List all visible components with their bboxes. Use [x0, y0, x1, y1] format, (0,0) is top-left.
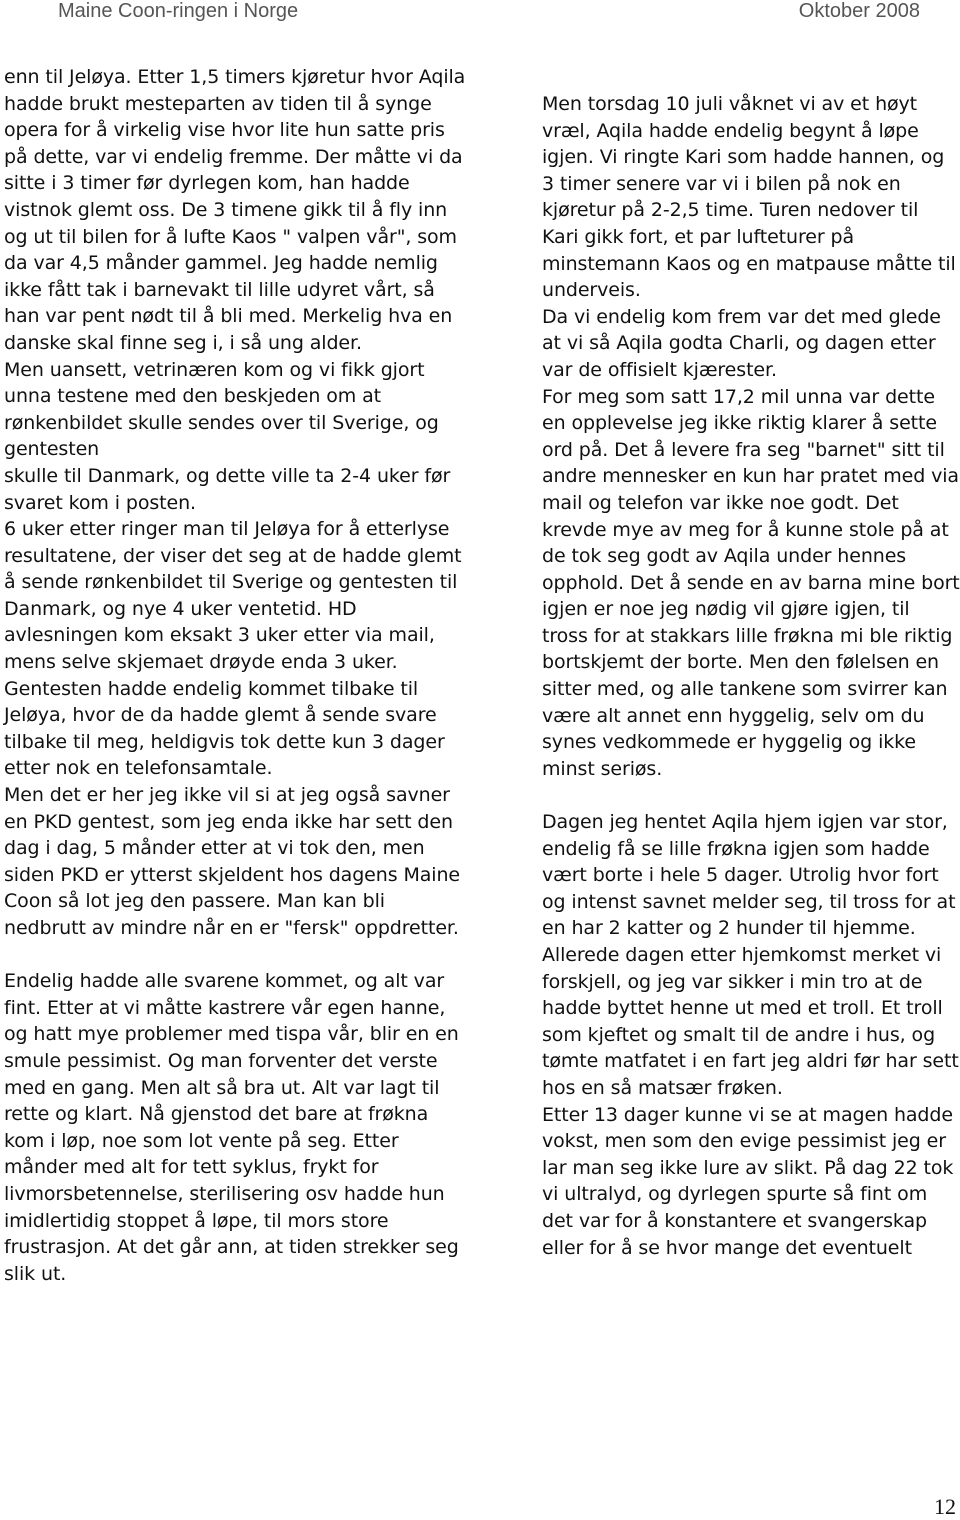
paragraph: enn til Jeløya. Etter 1,5 timers kjøretur hvor Aqila hadde brukt mesteparten av tiden til å synge opera for å virkelig vise hvor lite hun satte pris på dette, var vi endelig fremme. Der måtte vi da sitte i 3 timer før dyrlegen kom, han hadde vistnok glemt oss. De 3 timene gikk til å fly inn og ut til bilen for å lufte Kaos " valpen vår", som da var 4,5 månder gammel. Jeg hadde nemlig ikke fått tak i barnevakt til lille udyret vårt, så han var pent nødt til å bli med. Merkelig hva en danske skal finne seg i, i så ung alder. [4, 66, 466, 354]
page-header [0, 0, 960, 26]
paragraph: For meg som satt 17,2 mil unna var dette en opplevelse jeg ikke riktig klarer å sette ord på. Det å levere fra seg "barnet" sitt til andre mennesker en kun har pratet med via mail og telefon var ikke noe godt. Det krevde mye av meg for å kunne stole på at de tok seg godt av Aqila under hennes opphold. Det å sende en av barna mine bort igjen er noe jeg nødig vil gjøre igjen, til tross for at stakkars lille frøkna mi ble riktig bortskjemt der borte. Men den følelsen en sitter med, og alle tankene som svirrer kan være alt annet enn hyggelig, selv om du synes vedkommede er hyggelig og ikke minst seriøs. [542, 385, 960, 780]
header-title: Maine Coon-ringen i Norge [58, 0, 299, 22]
paragraph: Dagen jeg hentet Aqila hjem igjen var stor, endelig få se lille frøkna igjen som hadde vært borte i hele 5 dager. Utrolig hvor fort og intenst savnet melder seg, til tross for at en har 2 katter og 2 hunder til hjemme. Allerede dagen etter hjemkomst merket vi forskjell, og jeg var sikker i min tro at de hadde byttet henne ut med et troll. Et troll som kjeftet og smalt til de andre i hus, og tømte matfatet i en fart jeg aldri før har sett hos en så matsær frøken. [542, 811, 959, 1099]
paragraph: Da vi endelig kom frem var det med glede at vi så Aqila godta Charli, og dagen etter var de offisielt kjærester. [542, 305, 941, 381]
paragraph: skulle til Danmark, og dette ville ta 2-4 uker før svaret kom i posten. [4, 464, 451, 514]
paragraph: Endelig hadde alle svarene kommet, og alt var fint. Etter at vi måtte kastrere vår egen hanne, og hatt mye problemer med tispa vår, blir en en smule pessimist. Og man forventer det verste med en gang. Men alt så bra ut. Alt var lagt til rette og klart. Nå gjenstod det bare at frøkna kom i løp, noe som lot vente på seg. Etter månder med alt for tett syklus, frykt for livmorsbetennelse, sterilisering osv hadde hun imidlertidig stoppet å løpe, til mors store frustrasjon. At det går ann, at tiden strekker seg slik ut. [4, 970, 459, 1285]
paragraph: Men uansett, vetrinæren kom og vi fikk gjort unna testene med den beskjeden om at rønkenbildet skulle sendes over til Sverige, og gentesten [4, 358, 439, 461]
paragraph: 6 uker etter ringer man til Jeløya for å etterlyse resultatene, der viser det seg at de hadde glemt å sende rønkenbildet til Sverige og gentesten til Danmark, og nye 4 uker ventetid. HD avlesningen kom eksakt 3 uker etter via mail, mens selve skjemaet drøyde enda 3 uker. Gentesten hadde endelig kommet tilbake til Jeløya, hvor de da hadde glemt å sende svare tilbake til meg, heldigvis tok dette kun 3 dager etter nok en telefonsamtale. [4, 518, 462, 780]
header-date: Oktober 2008 [798, 0, 920, 22]
right-text-column [542, 91, 960, 1261]
paragraph: Men torsdag 10 juli våknet vi av et høyt vræl, Aqila hadde endelig begynt å løpe igjen. Vi ringte Kari som hadde hannen, og 3 timer senere var vi i bilen på nok en kjøretur på 2-2,5 time. Turen nedover til Kari gikk fort, et par lufteturer på minstemann Kaos og en matpause måtte til underveis. [542, 93, 956, 302]
left-text-column [4, 64, 466, 1287]
paragraph: Etter 13 dager kunne vi se at magen hadde vokst, men som den evige pessimist jeg er lar man seg ikke lure av slikt. På dag 22 tok vi ultralyd, og dyrlegen spurte så fint om det var for å konstantere et svangerskap eller for å se hvor mange det eventuelt [542, 1103, 954, 1259]
paragraph: Men det er her jeg ikke vil si at jeg også savner en PKD gentest, som jeg enda ikke har sett den dag i dag, 5 månder etter at vi tok den, men siden PKD er ytterst skjeldent hos dagens Maine Coon så lot jeg den passere. Man kan bli nedbrutt av mindre når en er "fersk" oppdretter. [4, 784, 460, 939]
page-number: 12 [934, 1494, 956, 1519]
